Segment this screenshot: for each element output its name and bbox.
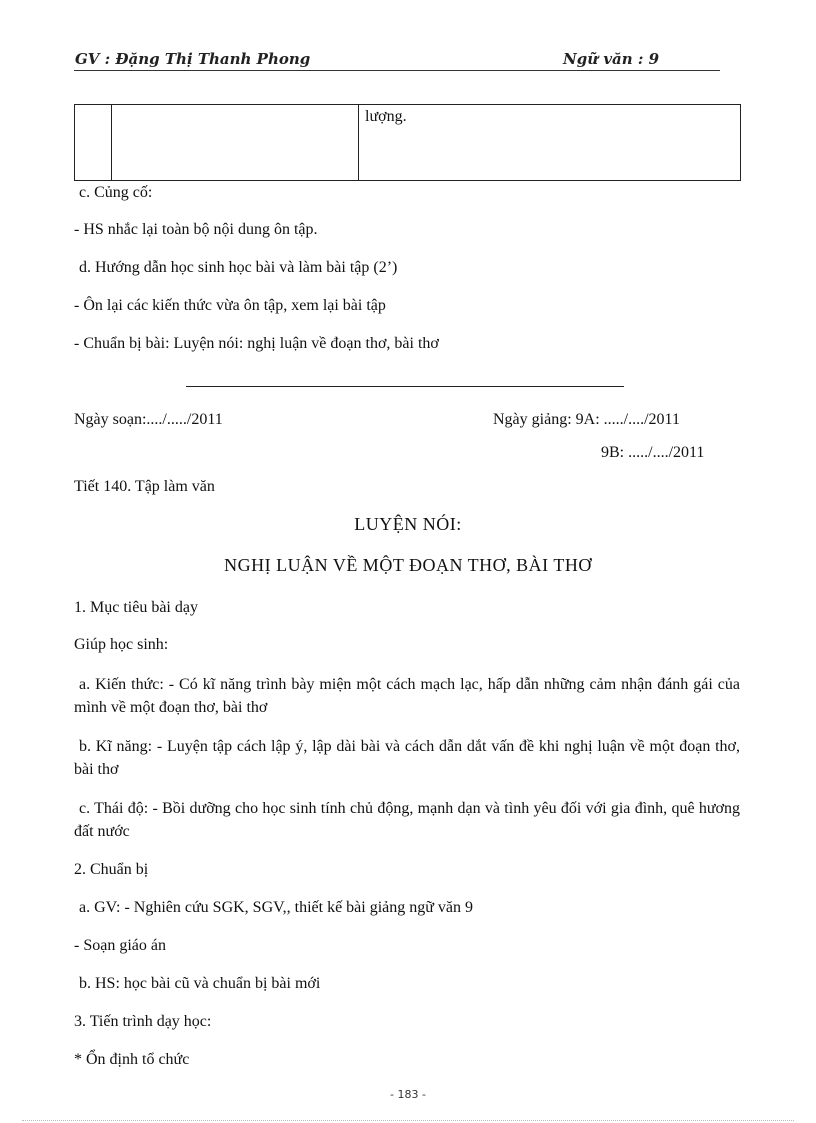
objective-attitude: c. Thái độ: - Bồi dưỡng cho học sinh tính chủ động, mạnh dạn và tình yêu đối với gia đình, quê hương đất nước <box>74 800 740 840</box>
table-cell <box>112 105 359 181</box>
lesson-period: Tiết 140. Tập làm văn <box>74 478 215 495</box>
section-separator <box>186 386 624 387</box>
page-bottom-border <box>22 1120 794 1121</box>
teacher-name: GV : Đặng Thị Thanh Phong <box>75 50 311 68</box>
consolidation-line: - HS nhắc lại toàn bộ nội dung ôn tập. <box>74 221 318 238</box>
objectives-heading: 1. Mục tiêu bài dạy <box>74 599 198 616</box>
taught-date-9b: 9B: ...../..../2011 <box>601 444 705 461</box>
process-heading: 3. Tiến trình dạy học: <box>74 1013 212 1030</box>
table-cell: lượng. <box>359 105 741 181</box>
process-first-step: * Ổn định tổ chức <box>74 1051 190 1068</box>
objective-knowledge: a. Kiến thức: - Có kĩ năng trình bày miện một cách mạch lạc, hấp dẫn những cảm nhận đánh gái của mình về một đoạn thơ, bài thơ <box>74 676 740 716</box>
table-fragment <box>74 104 741 181</box>
preparation-teacher: a. GV: - Nghiên cứu SGK, SGV,, thiết kế bài giảng ngữ văn 9 <box>79 899 474 916</box>
lesson-title-line2: NGHỊ LUẬN VỀ MỘT ĐOẠN THƠ, BÀI THƠ <box>224 555 592 575</box>
lesson-title-line1: LUYỆN NÓI: <box>354 514 462 534</box>
guidance-heading: d. Hướng dẫn học sinh học bài và làm bài tập (2’) <box>79 259 398 276</box>
prepared-date: Ngày soạn:..../...../2011 <box>74 411 223 428</box>
consolidation-heading: c. Củng cố: <box>79 184 153 201</box>
table-row <box>75 105 741 181</box>
preparation-teacher-extra: - Soạn giáo án <box>74 937 166 954</box>
preparation-heading: 2. Chuẩn bị <box>74 861 149 878</box>
objectives-intro: Giúp học sinh: <box>74 636 169 653</box>
header-rule <box>74 70 720 71</box>
preparation-student: b. HS: học bài cũ và chuẩn bị bài mới <box>79 975 321 992</box>
guidance-line: - Chuẩn bị bài: Luyện nói: nghị luận về đoạn thơ, bài thơ <box>74 335 439 352</box>
page-number: - 183 - <box>390 1088 426 1101</box>
subject-label: Ngữ văn : 9 <box>563 50 660 68</box>
objective-skills: b. Kĩ năng: - Luyện tập cách lập ý, lập dài bài và cách dẫn dắt vấn đề khi nghị luận về một đoạn thơ, bài thơ <box>74 738 740 778</box>
taught-date-9a: Ngày giảng: 9A: ...../..../2011 <box>493 411 680 428</box>
guidance-line: - Ôn lại các kiến thức vừa ôn tập, xem lại bài tập <box>74 297 386 314</box>
table-cell <box>75 105 112 181</box>
